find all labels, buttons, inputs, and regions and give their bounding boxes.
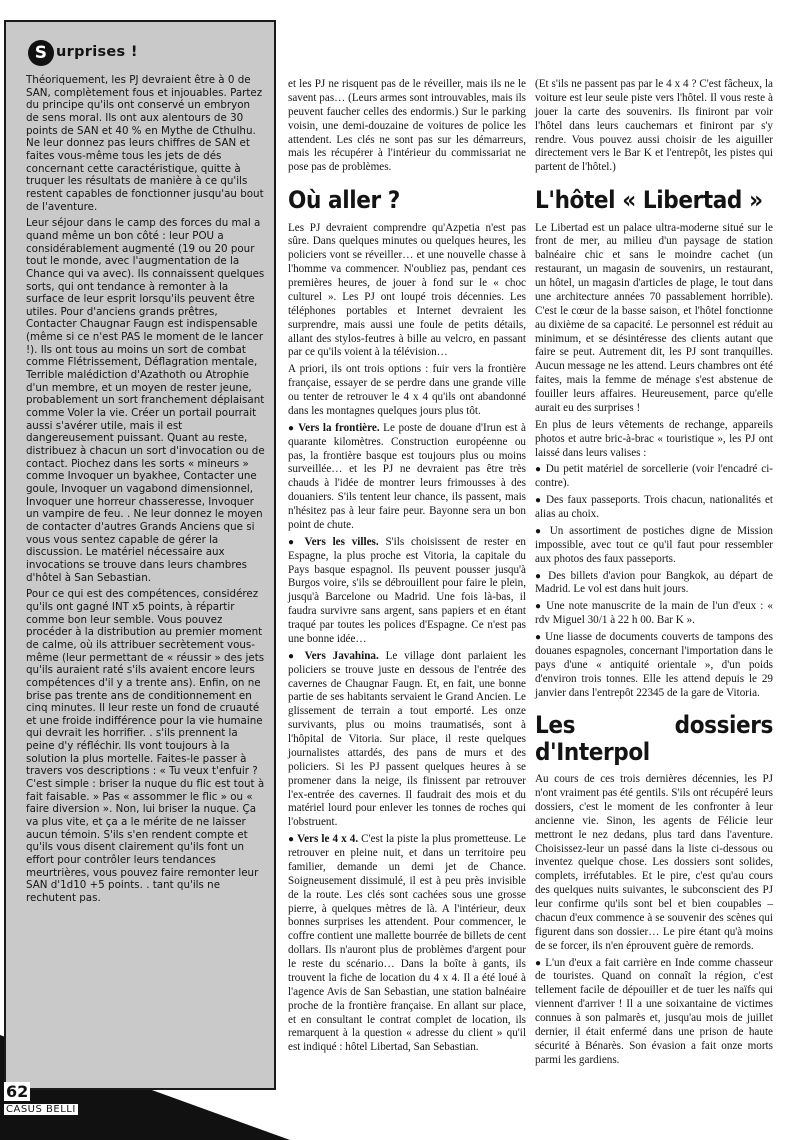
- column-paragraph: Les PJ devraient comprendre qu'Azpetia n'est pas sûre. Dans quelques minutes ou quelques heures, les policiers vont se réveiller… et une nouvelle chasse à l'homme va commencer. N'oubliez pas, pendant ces premières heures, de jouer à fond sur le « choc culturel ». Les PJ ont loupé trois décennies. Les téléphones portables et Internet devraient les surprendre, mais aussi une foule de petits détails, allant des stylos-feutres à bille au velcro, en passant par ce qu'ils voient à la télévision…: [288, 221, 526, 359]
- section-heading-interpol: Les dossiers d'Interpol: [535, 711, 773, 766]
- column-paragraph: Au cours de ces trois dernières décennies, les PJ n'ont vraiment pas été gentils. S'ils ont récupéré leurs dossiers, c'est le moment de les confronter à leur ancienne vie. Sinon, les agents de Félicie leur mettront le nez dedans, plus tard dans l'aventure. Choisissez-leur un passé dans la liste ci-dessous ou inventez quelque chose. Les dossiers sont solides, complets, irréfutables. Et le pire, c'est qu'au cours des quelques nuits suivantes, le subconscient des PJ leur confirme qu'ils sont bel et bien coupables – chacun d'eux commence à se souvenir des scènes qui figurent dans son dossier… Le pire étant qu'à moins de se forcer, ils n'en éprouvent guère de remords.: [535, 773, 773, 952]
- column-paragraph: (Et s'ils ne passent pas par le 4 x 4 ? C'est fâcheux, la voiture est leur seule piste vers l'hôtel. Il vous reste à jouer la carte des souvenirs. Ils finiront par voir l'hôtel dans leurs cauchemars et finiront par s'y rendre. Vous pouvez aussi choisir de les aiguiller directement vers le Bar K et l'entrepôt, les pistes qui partent de l'hôtel.): [535, 78, 773, 174]
- list-item: ● Du petit matériel de sorcellerie (voir l'encadré ci-contre).: [535, 463, 773, 491]
- section-heading-ou-aller: Où aller ?: [288, 186, 400, 215]
- option-text: S'ils choisissent de rester en Espagne, la plus proche est Vitoria, la capitale du Pays basque espagnol. Ils peuvent pousser jusqu'à Burgos voire, s'ils se débrouillent pour faire le plein, jusqu'à Barcelone ou Madrid. Une fois là-bas, il faudra survivre sans argent, sans papiers et en étant traqué par toutes les polices d'Espagne. Ce n'est pas une bonne idée…: [288, 535, 526, 645]
- option-text: C'est la piste la plus prometteuse. Le retrouver en pleine nuit, et dans un territoire peu familier, demande un demi jet de Chance. Soigneusement dissimulé, il est à peu près invisible de la route. Les clés sont cachées sous une grosse pierre, à quelques mètres de là. A l'intérieur, deux bonnes surprises les attendent. Pour commencer, le coffre contient une mallette bourrée de billets de cent dollars. Ils n'auront plus de problèmes d'argent pour le reste du scénario… Dans la boîte à gants, ils trouvent la fiche de location du 4 x 4. Il a été loué à l'agence Avis de San Sebastian, une station balnéaire proche de la frontière française. En allant sur place, et en consultant le contrat complet de location, ils remarquent à la question « adresse du client » qu'il est indiqué : hôtel Libertad, San Sebastian.: [288, 833, 526, 1054]
- sidebar-surprises: [4, 20, 276, 1090]
- sidebar-title: [28, 40, 266, 66]
- option-item: [288, 536, 526, 647]
- column-paragraph: En plus de leurs vêtements de rechange, appareils photos et autre bric-à-brac « touristique », les PJ ont laissé dans leurs valises :: [535, 418, 773, 459]
- column-1: [288, 78, 526, 1058]
- section-heading-hotel-libertad: L'hôtel « Libertad »: [535, 186, 763, 215]
- option-label: Vers le 4 x 4.: [297, 833, 359, 846]
- sidebar-paragraph: Théoriquement, les PJ devraient être à 0 de SAN, complètement fous et injouables. Partez du principe qu'ils ont conservé un embryon de sens moral. Ils ont aux alentours de 30 points de SAN et 40 % en Mythe de Cthulhu. Ne leur donnez pas leurs chiffres de SAN et faites vous-même tous les jets de dés concernant cette caractéristique, quitte à truquer les résultats de manière à ce qu'ils restent capables de fonctionner jusqu'au bout de l'aventure.: [26, 74, 264, 213]
- option-label: Vers Javahina.: [304, 649, 379, 662]
- column-paragraph: et les PJ ne risquent pas de le réveiller, mais ils ne le savent pas… (Leurs armes sont introuvables, mais ils peuvent faucher celles des endormis.) Sur le parking voisin, une demi-douzaine de voitures de police les attendent. Les clés ne sont pas sur les démarreurs, mais les récupérer à l'intérieur du commissariat ne pose pas de problèmes.: [288, 78, 526, 174]
- list-item: ● Une liasse de documents couverts de tampons des douanes espagnoles, concernant l'importation dans le pays d'une « antiquité orientale », d'un poids d'environ trois tonnes. Elle les attend depuis le 29 janvier dans l'entrepôt 22345 de la gare de Vitoria.: [535, 631, 773, 700]
- column-2: [535, 78, 773, 1071]
- page-number: 62: [6, 1082, 29, 1101]
- sidebar-paragraph: Pour ce qui est des compétences, considérez qu'ils ont gagné INT x5 points, à répartir comme bon leur semble. Vous pouvez procéder à la distribution au premier moment de calme, où ils attribuer secrètement vous-même (leur permettant de « réussir » des jets qu'ils auraient raté s'ils avaient encore leurs compétences d'il y a trente ans). Enfin, on ne brise pas trente ans de conditionnement en cinq minutes. Il leur reste un fond de cruauté et une froide indifférence pour la vie humaine qui devrait les horrifier. . s'ils prennent la peine d'y réfléchir. Ils vont toujours à la solution la plus mortelle. Faites-le passer à travers vos descriptions : « Tu veux t'enfuir ? C'est simple : briser la nuque du flic est tout à fait faisable. » Pas « assommer le flic » ou « faire diversion ». Non, lui briser la nuque. Ça va plus vite, et ça a le mérite de ne laisser aucun témoin. S'ils s'en rendent compte et qu'ils vous disent clairement qu'ils font un effort pour contrôler leurs tendances meurtrières, vous pouvez faire remonter leur SAN d'1d10 +5 points. . tant qu'ils ne rechutent pas.: [26, 588, 265, 904]
- option-label: Vers la frontière.: [298, 421, 380, 434]
- option-text: Le poste de douane d'Irun est à quarante kilomètres. Construction européenne ou pas, la frontière basque est toujours plus ou moins surveillée… et les PJ ne devraient pas être très chauds à l'idée de montrer leurs frimousses à des douaniers. S'ils tentent leur chance, ils passent, mais n'hésitez pas à leur faire peur. Bayonne sera un bon point de chute.: [288, 421, 526, 531]
- option-item: [288, 833, 526, 1055]
- option-label: Vers les villes.: [304, 535, 379, 548]
- sidebar-title-rest: urprises !: [56, 44, 138, 61]
- magazine-name: CASUS BELLI: [6, 1104, 76, 1115]
- sidebar-paragraph: Leur séjour dans le camp des forces du mal a quand même un bon côté : leur POU a considérablement augmenté (19 ou 20 pour tout le monde, avec l'augmentation de la Chance qui va avec). Ils connaissent quelques sorts, qui ont tendance à remonter à la surface de leur esprit lorsqu'ils peuvent être utiles. Pour d'anciens grands prêtres, Contacter Chaugnar Faugn est indispensable (même si ce n'est PAS le moment de le lancer !). Ils ont tous au moins un sort de combat comme Flétrissement, Déflagration mentale, Terrible malédiction d'Azathoth ou Atrophie d'un membre, et un moyen de rester jeune, probablement un sort franchement déplaisant comme Voler la vie. Créer un portail pourrait aussi s'avérer utile, mais il est dangereusement puissant. Quant au reste, distribuez à chacun un sort d'invocation ou de contact. Piochez dans les sorts « mineurs » comme Invoquer un byakhee, Contacter une goule, Invoquer un vagabond dimensionnel, Invoquer une horreur chasseresse, Invoquer un vampire de feu. . Ne leur donnez le moyen de contacter d'autres Grands Anciens que si vous vous sentez capable de gérer la discussion. Le matériel nécessaire aux invocations se trouve dans leurs chambres d'hôtel à San Sebastian.: [26, 217, 265, 584]
- list-item: ● Des billets d'avion pour Bangkok, au départ de Madrid. Le vol est dans huit jours.: [535, 570, 773, 598]
- list-item: ● Une note manuscrite de la main de l'un d'eux : « rdv Miguel 30/1 à 22 h 00. Bar K ».: [535, 600, 773, 628]
- list-item: ● Un assortiment de postiches digne de Mission impossible, avec tout ce qu'il faut pour ressembler aux photos des faux passeports.: [535, 525, 773, 567]
- option-text: Le village dont parlaient les policiers se trouve juste en dessous de l'entrée des cavernes de Chaugnar Faugn. Et, en fait, une bonne partie de ses habitants servaient le Grand Ancien. Le glissement de terrain a tout emporté. Les onze survivants, plus ou moins traumatisés, sont à l'hôpital de Vitoria. Sur place, il reste quelques journalistes attardés, des pans de murs et des policiers. Si les PJ passent quelques heures à se promener dans la neige, ils finissent par retrouver l'ex-entrée des cavernes. Il faudrait des mois et du matériel lourd pour enlever les tonnes de roches qui l'obstruent.: [288, 649, 526, 829]
- list-item: ● L'un d'eux a fait carrière en Inde comme chasseur de touristes. Quand on connaît la région, c'est tellement facile de dépouiller et de tuer les naïfs qui viennent d'arriver ! Il a une soixantaine de victimes connues à son palmarès et, jusqu'au mois de juillet dernier, il était enfermé dans une prison de haute sécurité à Bénarès. Son évasion a fait onze morts parmi les gardiens.: [535, 957, 773, 1068]
- option-item: [288, 650, 526, 830]
- option-item: [288, 422, 526, 533]
- sidebar-title-initial: S: [28, 40, 54, 66]
- list-item: ● Des faux passeports. Trois chacun, nationalités et alias au choix.: [535, 494, 773, 522]
- column-paragraph: A priori, ils ont trois options : fuir vers la frontière française, essayer de se perdre dans une grande ville ou tenter de retrouver le 4 x 4 qu'ils ont abandonné dans les montagnes quelques jours plus tôt.: [288, 363, 526, 417]
- column-paragraph: Le Libertad est un palace ultra-moderne situé sur le front de mer, au milieu d'un paysage de station balnéaire chic et sans le moindre cachet (un restaurant, un magasin de souvenirs, un restaurant, un hôtel, un magasin d'articles de plage, le tout dans une architecture années 70 passablement horrible). C'est le cœur de la basse saison, et l'hôtel fonctionne au dixième de sa capacité. Le personnel est réduit au minimum, et se désintéresse des clients autant que faire se peut. Autrement dit, les PJ sont tranquilles. Aucun message ne les attend. Leurs chambres ont été faites, mais la femme de ménage s'est abstenue de fouiller leurs affaires. Heureusement, parce qu'elle aurait eu des surprises !: [535, 221, 773, 414]
